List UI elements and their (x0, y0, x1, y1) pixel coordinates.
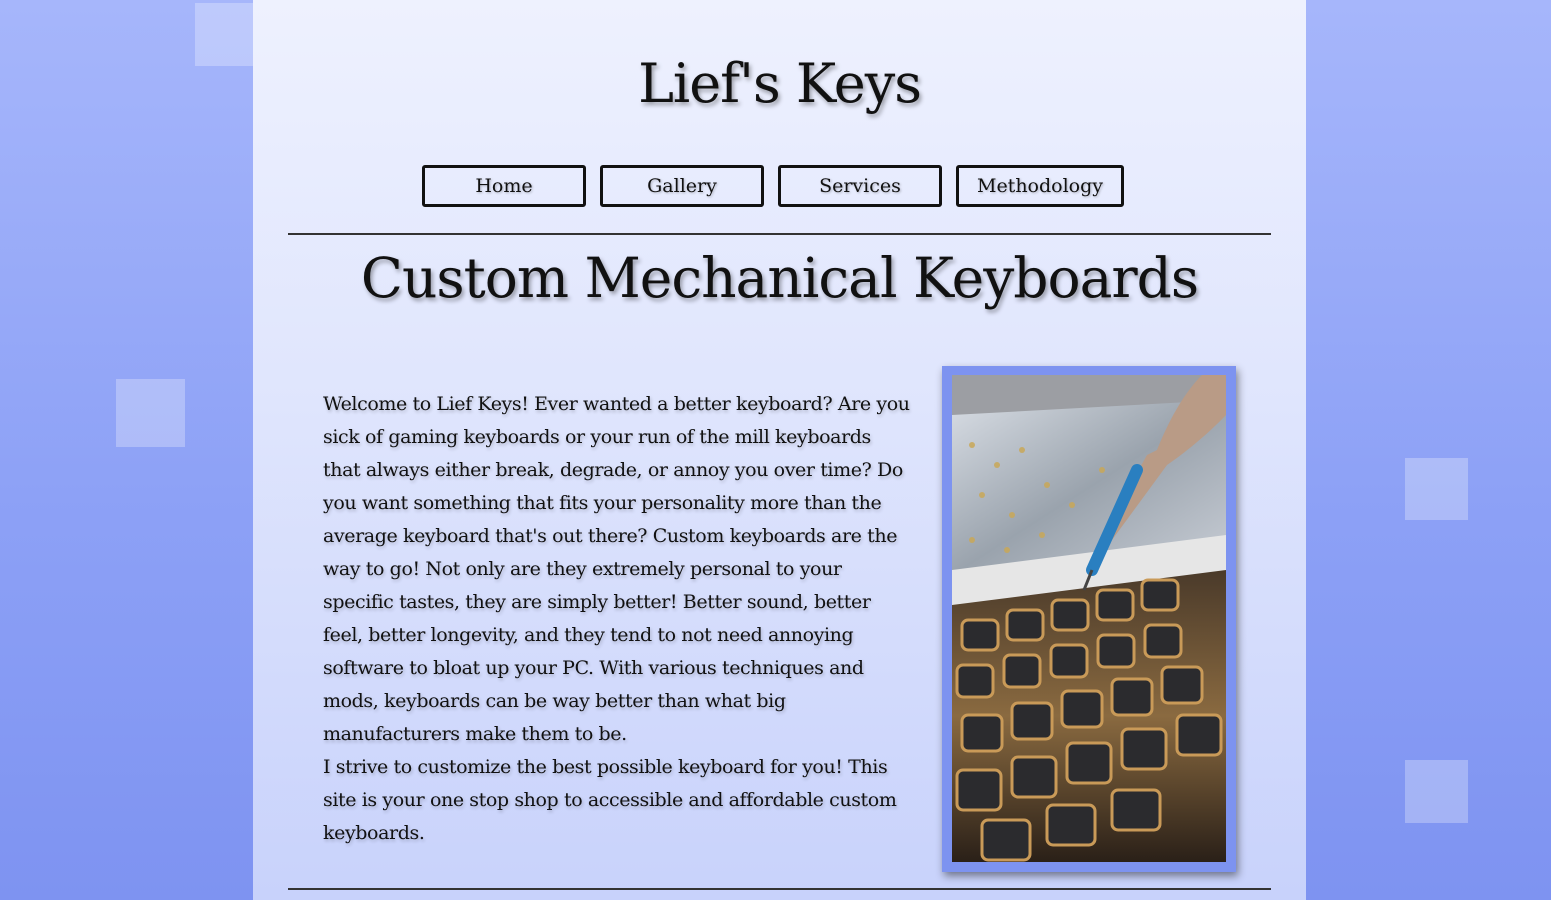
intro-paragraph: I strive to customize the best possible keyboard for you! This site is your one stop shop to accessible and affordable custom keyboards. (323, 756, 897, 844)
nav-services-button[interactable]: Services (778, 165, 942, 207)
nav-home-button[interactable]: Home (422, 165, 586, 207)
intro-text (323, 388, 913, 850)
main-nav (422, 165, 1124, 207)
nav-gallery-button[interactable]: Gallery (600, 165, 764, 207)
footer-divider (288, 888, 1271, 890)
header-divider (288, 233, 1271, 235)
background-square (1405, 458, 1468, 520)
page-heading: Custom Mechanical Keyboards (360, 246, 1199, 310)
keyboard-photo (952, 375, 1226, 862)
site-title: Lief's Keys (638, 52, 921, 115)
background-square (1405, 760, 1468, 823)
nav-methodology-button[interactable]: Methodology (956, 165, 1124, 207)
background-square (116, 379, 185, 447)
keyboard-photo-frame (942, 366, 1236, 872)
content-panel (253, 0, 1306, 900)
background-square (195, 3, 255, 66)
intro-paragraph: Welcome to Lief Keys! Ever wanted a better keyboard? Are you sick of gaming keyboards or your run of the mill keyboards that always either break, degrade, or annoy you over time? Do you want something that fits your personality more than the average keyboard that's out there? Custom keyboards are the way to go! Not only are they extremely personal to your specific tastes, they are simply better! Better sound, better feel, better longevity, and they tend to not need annoying software to bloat up your PC. With various techniques and mods, keyboards can be way better than what big manufacturers make them to be. (323, 393, 910, 745)
